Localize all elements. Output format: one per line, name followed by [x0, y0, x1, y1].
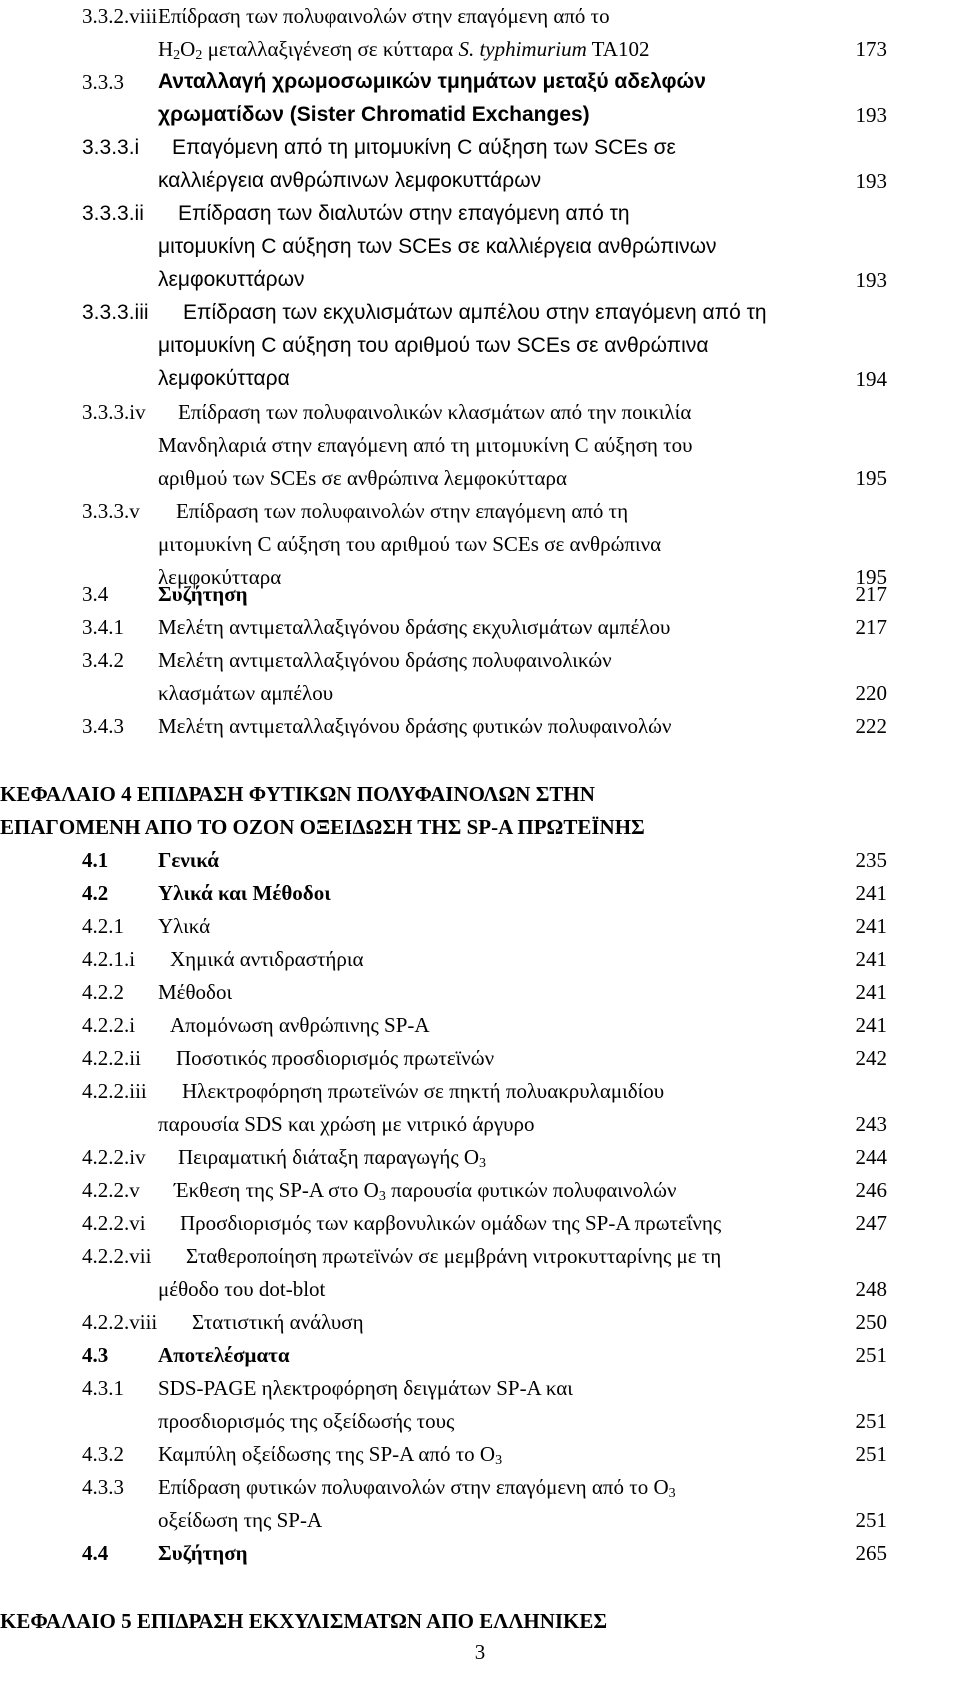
toc-entry-number: 3.4.1 [82, 615, 124, 639]
toc-entry-title-line: Χημικά αντιδραστήρια [170, 947, 364, 971]
toc-entry-number: 4.3.2 [82, 1442, 124, 1466]
chapter-heading [0, 1605, 607, 1637]
toc-entry-number: 3.4.2 [82, 648, 124, 672]
toc-entry-title-line: Υλικά [158, 914, 211, 938]
toc-entry-number: 4.2.2.v [82, 1178, 140, 1202]
chapter-heading-line: ΚΕΦΑΛΑΙΟ 5 ΕΠΙΔΡΑΣΗ ΕΚΧΥΛΙΣΜΑΤΩΝ ΑΠΟ ΕΛΛΗΝΙΚΕΣ [0, 1609, 608, 1633]
toc-entry-title-line: Συζήτηση [158, 1541, 248, 1565]
toc-entry-title-line: Στατιστική ανάλυση [192, 1310, 364, 1334]
toc-entry-number: 4.2 [82, 881, 109, 905]
toc-entry-number: 4.2.2.ii [82, 1046, 141, 1070]
toc-entry-title-line: μιτομυκίνη C αύξηση των SCEs σε καλλιέργεια ανθρώπινων [158, 235, 717, 258]
toc-entry-title-line: λεμφοκύτταρα [158, 565, 282, 589]
toc-entry-page: 241 [855, 914, 887, 938]
toc-entry-title-line: Μελέτη αντιμεταλλαξιγόνου δράσης πολυφαινολικών [158, 648, 612, 672]
toc-entry-title-line: Επίδραση των εκχυλισμάτων αμπέλου στην επαγόμενη από τη [183, 301, 767, 324]
toc-entry-page: 241 [855, 881, 887, 905]
toc-entry-page: 194 [855, 367, 887, 391]
toc-entry-page: 251 [855, 1409, 887, 1433]
toc-entry-number: 4.3 [82, 1343, 109, 1367]
toc-entry-page: 220 [855, 681, 887, 705]
toc-entry-page: 193 [855, 268, 887, 292]
toc-entry-page: 173 [855, 37, 887, 61]
toc-entry-title-line: Προσδιορισμός των καρβονυλικών ομάδων της SP-A πρωτεΐνης [180, 1211, 722, 1235]
toc-entry-page: 265 [855, 1541, 887, 1565]
toc-entry-title-line: προσδιορισμός της οξείδωσής τους [158, 1409, 455, 1433]
toc-entry-page: 217 [855, 582, 887, 606]
toc-entry-title-line: Μανδηλαριά στην επαγόμενη από τη μιτομυκίνη C αύξηση του [158, 433, 693, 457]
page-number: 3 [474, 1640, 486, 1664]
toc-entry-number: 3.3.2.viii [82, 4, 158, 28]
toc-entry-number: 4.2.2 [82, 980, 124, 1004]
toc-entry-title-line: Συζήτηση [158, 582, 248, 606]
chapter-heading-line: ΚΕΦΑΛΑΙΟ 4 ΕΠΙΔΡΑΣΗ ΦΥΤΙΚΩΝ ΠΟΛΥΦΑΙΝΟΛΩΝ ΣΤΗΝ [0, 782, 595, 806]
toc-entry-page: 242 [855, 1046, 887, 1070]
toc-entry-page: 250 [855, 1310, 887, 1334]
toc-entry-title-line: Επίδραση των πολυφαινολών στην επαγόμενη από τη [176, 499, 629, 523]
toc-entry-page: 243 [855, 1112, 887, 1136]
chapter-heading-line: ΕΠΑΓΟΜΕΝΗ ΑΠΟ ΤΟ ΟΖΟΝ ΟΞΕΙΔΩΣΗ ΤΗΣ SP-A ΠΡΩΤΕΪΝΗΣ [0, 815, 645, 839]
toc-entry-title-line: λεμφοκυττάρων [158, 268, 305, 291]
toc-entry-title-line: Επίδραση των πολυφαινολών στην επαγόμενη από το [158, 4, 610, 28]
toc-entry-page: 241 [855, 947, 887, 971]
toc-entry-number: 4.2.2.iii [82, 1079, 147, 1103]
toc-entry-page: 193 [855, 103, 887, 127]
toc-entry-number: 3.3.3 [82, 70, 124, 94]
toc-entry-number: 3.4 [82, 582, 109, 606]
toc-entry-number: 4.3.3 [82, 1475, 124, 1499]
toc-entry-number: 4.1 [82, 848, 109, 872]
toc-entry-number: 3.4.3 [82, 714, 124, 738]
toc-entry-title-line: κλασμάτων αμπέλου [158, 681, 334, 705]
toc-entry-title-line: Μελέτη αντιμεταλλαξιγόνου δράσης εκχυλισμάτων αμπέλου [158, 615, 671, 639]
toc-entry-title-line: Μελέτη αντιμεταλλαξιγόνου δράσης φυτικών πολυφαινολών [158, 714, 672, 738]
toc-entry-title-line: παρουσία SDS και χρώση με νιτρικό άργυρο [158, 1112, 535, 1136]
toc-entry-title-line: Επαγόμενη από τη μιτομυκίνη C αύξηση των SCEs σε [172, 136, 676, 159]
toc-entry-title-line: Επίδραση φυτικών πολυφαινολών στην επαγόμενη από το $O_3$ [158, 1475, 676, 1501]
toc-entry-number: 4.2.2.iv [82, 1145, 146, 1169]
toc-entry-page: 235 [855, 848, 887, 872]
toc-entry-number: 3.3.3.v [82, 499, 140, 523]
toc-entry-title-line: Απομόνωση ανθρώπινης SP-A [170, 1013, 430, 1037]
chapter-heading [0, 778, 595, 810]
toc-entry-number: 3.3.3.ii [82, 202, 144, 225]
toc-entry-title-line: Ανταλλαγή χρωμοσωμικών τμημάτων μεταξύ αδελφών [158, 70, 706, 93]
toc-entry-title-line: μιτομυκίνη C αύξηση του αριθμού των SCEs σε ανθρώπινα [158, 334, 709, 357]
toc-entry-title-line: καλλιέργεια ανθρώπινων λεμφοκυττάρων [158, 169, 542, 192]
toc-entry-number: 4.4 [82, 1541, 109, 1565]
toc-entry-title-line: Σταθεροποίηση πρωτεϊνών σε μεμβράνη νιτροκυτταρίνης με τη [186, 1244, 722, 1268]
toc-entry-page: 251 [855, 1508, 887, 1532]
toc-entry-number: 4.3.1 [82, 1376, 124, 1400]
toc-entry-title-line: Υλικά και Μέθοδοι [158, 881, 331, 905]
toc-entry-title-line: Επίδραση των διαλυτών στην επαγόμενη από τη [178, 202, 630, 225]
toc-entry-page: 251 [855, 1343, 887, 1367]
toc-entry-page: 251 [855, 1442, 887, 1466]
toc-entry-page: 244 [855, 1145, 887, 1169]
chapter-heading [0, 811, 645, 843]
toc-entry-page: 241 [855, 1013, 887, 1037]
toc-entry-title-line: SDS-PAGE ηλεκτροφόρηση δειγμάτων SP-A και [158, 1376, 573, 1400]
toc-entry-title-line: $H_2O_2$ μεταλλαξιγένεση σε κύτταρα S. typhimurium TA102 [158, 37, 650, 63]
toc-entry-title-line: Μέθοδοι [158, 980, 233, 1004]
toc-entry-number: 4.2.2.viii [82, 1310, 158, 1334]
toc-entry-title-line: μέθοδο του dot-blot [158, 1277, 326, 1301]
toc-entry-page: 193 [855, 169, 887, 193]
toc-entry-title-line: Έκθεση της SP-A στο $O_3$ παρουσία φυτικών πολυφαινολών [174, 1178, 677, 1204]
toc-entry-title-line: χρωματίδων (Sister Chromatid Exchanges) [158, 103, 590, 126]
toc-entry-title-line: Ηλεκτροφόρηση πρωτεϊνών σε πηκτή πολυακρυλαμιδίου [182, 1079, 665, 1103]
toc-entry-page: 241 [855, 980, 887, 1004]
toc-entry-title-line: Επίδραση των πολυφαινολικών κλασμάτων από την ποικιλία [178, 400, 692, 424]
toc-entry-title-line: Αποτελέσματα [158, 1343, 290, 1367]
toc-entry-title-line: Πειραματική διάταξη παραγωγής $O_3$ [178, 1145, 487, 1171]
toc-entry-number: 4.2.2.vii [82, 1244, 152, 1268]
toc-entry-number: 4.2.2.vi [82, 1211, 146, 1235]
toc-entry-number: 3.3.3.iv [82, 400, 146, 424]
toc-entry-page: 217 [855, 615, 887, 639]
toc-entry-title-line: Καμπύλη οξείδωσης της SP-A από το $O_3$ [158, 1442, 503, 1468]
toc-entry-page: 195 [855, 565, 887, 589]
toc-entry-page: 222 [855, 714, 887, 738]
toc-entry-title-line: Ποσοτικός προσδιορισμός πρωτεϊνών [176, 1046, 495, 1070]
toc-entry-title-line: οξείδωση της SP-A [158, 1508, 323, 1532]
toc-entry-number: 3.3.3.iii [82, 301, 149, 324]
toc-entry-title-line: Γενικά [158, 848, 220, 872]
toc-entry-number: 3.3.3.i [82, 136, 140, 159]
toc-entry-page: 246 [855, 1178, 887, 1202]
toc-entry-page: 248 [855, 1277, 887, 1301]
toc-entry-page: 247 [855, 1211, 887, 1235]
toc-entry-title-line: μιτομυκίνη C αύξηση του αριθμού των SCEs σε ανθρώπινα [158, 532, 662, 556]
toc-entry-number: 4.2.2.i [82, 1013, 136, 1037]
toc-entry-title-line: λεμφοκύτταρα [158, 367, 290, 390]
toc-entry-number: 4.2.1 [82, 914, 124, 938]
toc-entry-number: 4.2.1.i [82, 947, 136, 971]
toc-entry-page: 195 [855, 466, 887, 490]
toc-entry-title-line: αριθμού των SCEs σε ανθρώπινα λεμφοκύτταρα [158, 466, 568, 490]
